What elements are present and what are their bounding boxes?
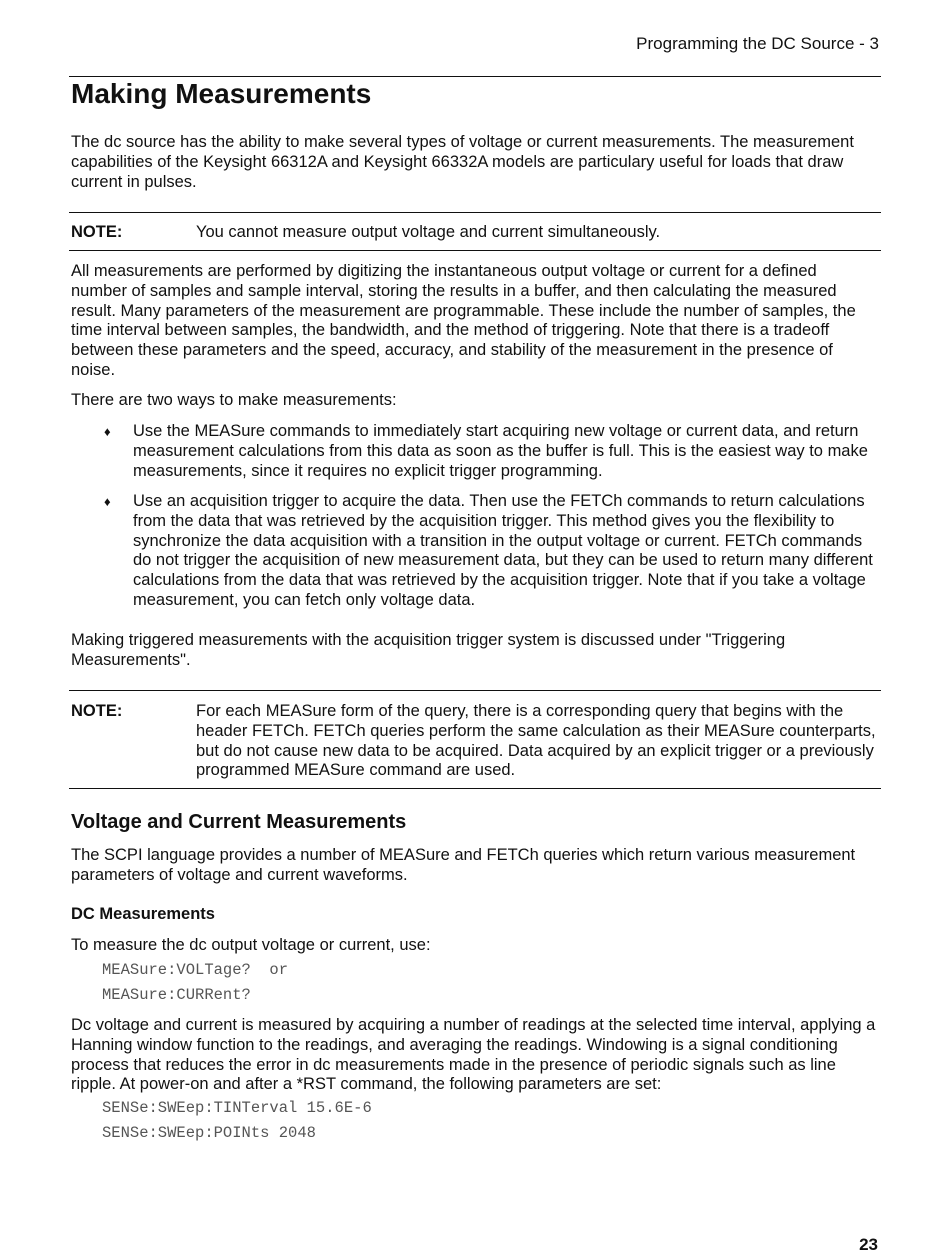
note-bottom-rule xyxy=(69,250,881,251)
dc-lead-paragraph: To measure the dc output voltage or current, use: xyxy=(71,936,431,954)
bullet-text: Use the MEASure commands to immediately start acquiring new voltage or current data, and return measurement calculations from this data as soon as the buffer is full. This is the easiest way to make measurements, since it requires no explicit trigger programming. xyxy=(133,422,868,480)
code-line: SENSe:SWEep:TINTerval 15.6E-6 xyxy=(102,1099,372,1117)
bullet-text: Use an acquisition trigger to acquire the data. Then use the FETCh commands to return calculations from the data that was retrieved by the acquisition trigger. This method gives you the flexibility to synchronize the data acquisition with a transition in the output voltage or current. FETCh commands do not trigger the acquisition of new measurement data, but they can be used to return many different calculations from the data that was retrieved by the acquisition trigger. Note that if you take a voltage measurement, you can fetch only voltage data. xyxy=(133,492,873,609)
note-label: NOTE: xyxy=(71,702,123,720)
measurements-paragraph: All measurements are performed by digitizing the instantaneous output voltage or current for a defined number of samples and sample interval, storing the results in a buffer, and then calculating the measured result. Many parameters of the measurement are programmable. These include the number of samples, the time interval between samples, the bandwidth, and the method of triggering. Note that there is a tradeoff between these parameters and the speed, accuracy, and stability of the measurement in the presence of noise. xyxy=(71,262,856,379)
diamond-bullet-icon: ♦ xyxy=(104,494,111,509)
note-top-rule xyxy=(69,212,881,213)
intro-paragraph: The dc source has the ability to make several types of voltage or current measurements. The measurement capabilities of the Keysight 66312A and Keysight 66332A models are particulary useful for loads that draw current in pulses. xyxy=(71,133,854,191)
note-top-rule xyxy=(69,690,881,691)
note-text: You cannot measure output voltage and current simultaneously. xyxy=(196,223,661,241)
two-ways-paragraph: There are two ways to make measurements: xyxy=(71,391,397,409)
note-text: For each MEASure form of the query, there is a corresponding query that begins with the header FETCh. FETCh queries perform the same calculation as their MEASure counterparts, but do not cause new data to be acquired. Data acquired by an explicit trigger or a previously programmed MEASure command are used. xyxy=(196,702,876,780)
note-bottom-rule xyxy=(69,788,881,789)
subsection-title: Voltage and Current Measurements xyxy=(71,811,407,833)
subsection-intro-paragraph: The SCPI language provides a number of MEASure and FETCh queries which return various measurement parameters of voltage and current waveforms. xyxy=(71,846,856,884)
code-line: MEASure:VOLTage? or xyxy=(102,961,289,979)
dc-body-paragraph: Dc voltage and current is measured by acquiring a number of readings at the selected time interval, applying a Hanning window function to the readings, and averaging the readings. Windowing is a signal conditioning process that reduces the error in dc measurements made in the presence of periodic signals such as line ripple. At power-on and after a *RST command, the following parameters are set: xyxy=(71,1016,876,1094)
running-header: Programming the DC Source - 3 xyxy=(636,34,879,53)
note-label: NOTE: xyxy=(71,223,123,241)
code-line: SENSe:SWEep:POINts 2048 xyxy=(102,1124,316,1142)
diamond-bullet-icon: ♦ xyxy=(104,424,111,439)
header-rule xyxy=(69,76,881,77)
triggered-paragraph: Making triggered measurements with the acquisition trigger system is discussed under "Triggering Measurements". xyxy=(71,631,786,669)
dc-measurements-heading: DC Measurements xyxy=(71,905,215,923)
page-number: 23 xyxy=(859,1235,878,1254)
code-line: MEASure:CURRent? xyxy=(102,986,251,1004)
section-title: Making Measurements xyxy=(71,78,372,109)
